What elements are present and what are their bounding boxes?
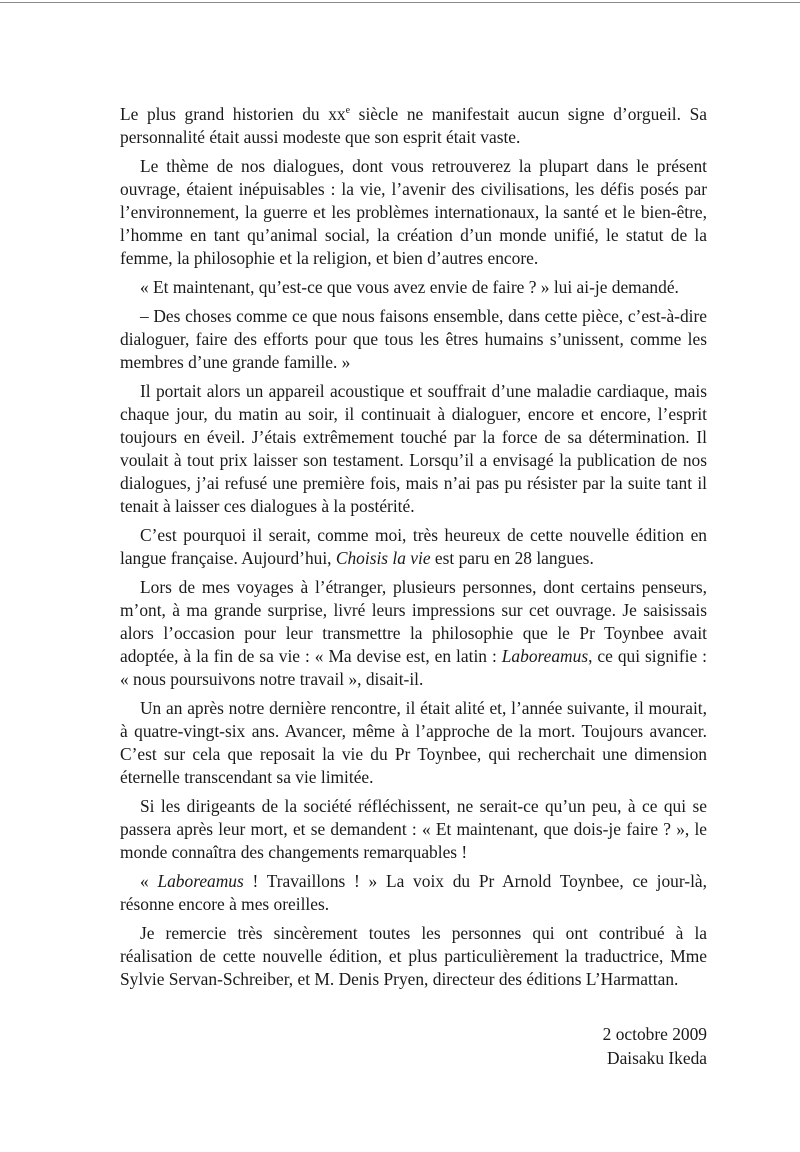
paragraph: Le thème de nos dialogues, dont vous retrouverez la plupart dans le présent ouvrage, étaient inépuisables : la vie, l’avenir des civilisations, les défis posés par l’environnement, la guerre et les problèmes internationaux, la santé et le bien-être, l’homme en tant qu’animal social, la création d’un monde unifié, le statut de la femme, la philosophie et la religion, et bien d’autres encore. [120,156,707,268]
text-run: ! Travaillons ! » La voix du Pr Arnold Toynbee, ce jour-là, résonne encore à mes oreilles. [120,871,707,914]
paragraph: Si les dirigeants de la société réfléchissent, ne serait-ce qu’un peu, à ce qui se passera après leur mort, et se demandent : « Et maintenant, que dois-je faire ? », le monde connaîtra des changements remarquables ! [120,796,707,862]
text-run: Le plus grand historien du xx [120,104,346,124]
page-top-rule [0,2,800,3]
signature-date: 2 octobre 2009 [602,1024,707,1044]
text-run: « [140,871,158,891]
body-text [120,103,707,997]
text-run: est paru en 28 langues. [430,548,594,568]
text-run: , ce qui signifie : « nous poursuivons notre travail », disait-il. [120,646,708,689]
italic-title: Choisis la vie [335,548,431,568]
signature-author: Daisaku Ikeda [607,1048,707,1068]
superscript: e [345,105,351,117]
italic-word: Laboreamus [157,871,244,891]
paragraph: Un an après notre dernière rencontre, il était alité et, l’année suivante, il mourait, à quatre-vingt-six ans. Avancer, même à l’approche de la mort. Toujours avancer. C’est sur cela que reposait la vie du Pr Toynbee, qui recherchait une dimension éternelle transcendant sa vie limitée. [120,698,707,787]
paragraph: Je remercie très sincèrement toutes les personnes qui ont contribué à la réalisation de cette nouvelle édition, et plus particulièrement la traductrice, Mme Sylvie Servan-Schreiber, et M. Denis Pryen, directeur des éditions L’Harmattan. [120,923,707,989]
text-run: Lors de mes voyages à l’étranger, plusieurs personnes, dont certains penseurs, m’ont, à ma grande surprise, livré leurs impressions sur cet ouvrage. Je saisissais alors l’occasion pour leur transmettre la philosophie que le Pr Toynbee avait adoptée, à la fin de sa vie : « Ma devise est, en latin : [120,577,707,666]
paragraph: – Des choses comme ce que nous faisons ensemble, dans cette pièce, c’est-à-dire dialoguer, faire des efforts pour que tous les êtres humains s’unissent, comme les membres d’une grande famille. » [120,306,707,372]
paragraph: Il portait alors un appareil acoustique et souffrait d’une maladie cardiaque, mais chaque jour, du matin au soir, il continuait à dialoguer, encore et encore, l’esprit toujours en éveil. J’étais extrêmement touché par la force de sa détermination. Il voulait à tout prix laisser son testament. Lorsqu’il a envisagé la publication de nos dialogues, j’ai refusé une première fois, mais n’ai pas pu résister par la suite tant il tenait à laisser ces dialogues à la postérité. [120,381,707,516]
paragraph [120,103,707,149]
paragraph: « Et maintenant, qu’est-ce que vous avez envie de faire ? » lui ai-je demandé. [140,277,679,297]
paragraph [120,524,707,570]
text-run: C’est pourquoi il serait, comme moi, très heureux de cette nouvelle édition en langue française. Aujourd’hui, [120,525,707,568]
paragraph [120,576,707,691]
italic-word: Laboreamus [501,646,589,666]
signature-block [603,1022,707,1070]
paragraph [120,870,707,916]
text-run: siècle ne manifestait aucun signe d’orgueil. Sa personnalité était aussi modeste que son esprit était vaste. [120,104,707,147]
